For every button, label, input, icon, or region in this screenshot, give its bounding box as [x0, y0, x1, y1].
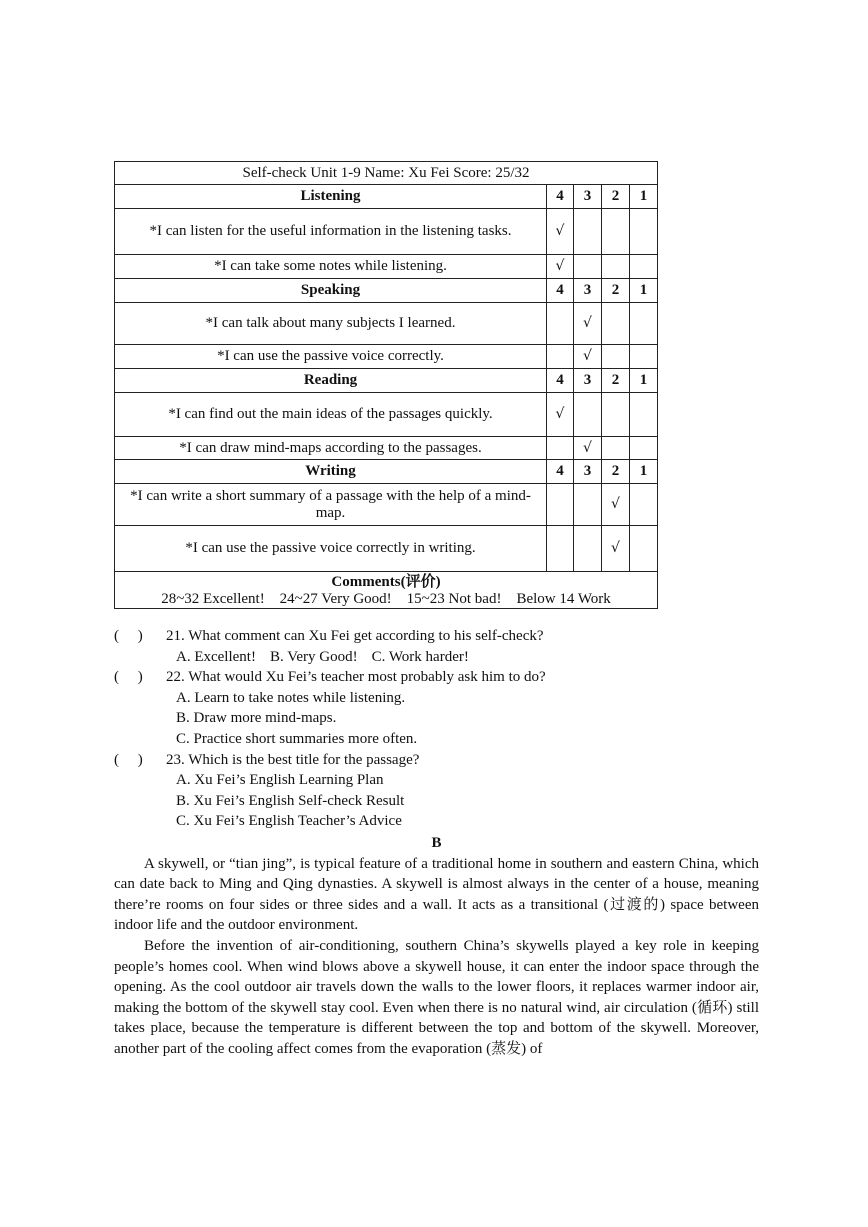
item-statement: *I can write a short summary of a passage with the help of a mind-map.	[115, 484, 547, 526]
empty-cell	[602, 255, 630, 279]
empty-cell	[547, 437, 574, 460]
empty-cell	[547, 526, 574, 572]
question-stem-line	[114, 626, 764, 647]
question-stem-line	[114, 667, 764, 688]
check-mark: √	[547, 393, 574, 437]
score-label: 2	[602, 460, 630, 484]
check-mark: √	[574, 303, 602, 345]
section-title: Writing	[115, 460, 547, 484]
empty-cell	[630, 484, 658, 526]
item-statement: *I can take some notes while listening.	[115, 255, 547, 279]
empty-cell	[630, 255, 658, 279]
empty-cell	[574, 255, 602, 279]
answer-option: C. Xu Fei’s English Teacher’s Advice	[176, 813, 402, 830]
reading-section-b	[114, 833, 759, 1060]
empty-cell	[574, 484, 602, 526]
empty-cell	[630, 209, 658, 255]
score-label: 1	[630, 369, 658, 393]
question-stem-line	[114, 750, 764, 771]
answer-option: C. Practice short summaries more often.	[176, 730, 418, 747]
empty-cell	[547, 345, 574, 369]
paragraph: A skywell, or “tian jing”, is typical feature of a traditional home in southern and eastern China, which can date back to Ming and Qing dynasties. A skywell is almost always in the center of a house, meaning there’re rooms on four sides or three sides and a wall. It acts as a transitional (过渡的) space between indoor life and the outdoor environment.	[114, 855, 759, 934]
score-label: 4	[547, 185, 574, 209]
empty-cell	[602, 209, 630, 255]
answer-option: C. Work harder!	[371, 648, 469, 665]
section-heading: B	[431, 835, 442, 851]
empty-cell	[630, 437, 658, 460]
section-header-row	[115, 185, 658, 209]
score-label: 3	[574, 369, 602, 393]
empty-cell	[574, 393, 602, 437]
check-mark: √	[547, 209, 574, 255]
section-header-row	[115, 279, 658, 303]
check-mark: √	[602, 526, 630, 572]
section-header-row	[115, 460, 658, 484]
options-line	[114, 647, 764, 668]
empty-cell	[574, 209, 602, 255]
question-stem: 21. What comment can Xu Fei get according to his self-check?	[166, 628, 544, 644]
score-label: 2	[602, 369, 630, 393]
answer-option: A. Xu Fei’s English Learning Plan	[176, 772, 384, 789]
answer-option: B. Xu Fei’s English Self-check Result	[176, 792, 405, 809]
score-label: 3	[574, 185, 602, 209]
question-stem: 22. What would Xu Fei’s teacher most probably ask him to do?	[166, 669, 546, 686]
empty-cell	[574, 526, 602, 572]
self-check-item-row	[115, 209, 658, 255]
questions-block	[114, 626, 764, 832]
self-check-header: Self-check Unit 1-9 Name: Xu Fei Score: 25/32	[115, 162, 658, 185]
empty-cell	[630, 345, 658, 369]
item-statement: *I can use the passive voice correctly in writing.	[115, 526, 547, 572]
section-title: Reading	[115, 369, 547, 393]
empty-cell	[602, 303, 630, 345]
score-label: 4	[547, 279, 574, 303]
empty-cell	[547, 484, 574, 526]
empty-cell	[602, 393, 630, 437]
self-check-item-row	[115, 393, 658, 437]
paragraph: Before the invention of air-conditioning, southern China’s skywells played a key role in keeping people’s homes cool. When wind blows above a skywell house, it can enter the indoor space through the opening. As the cool outdoor air travels down the walls to the lower floors, it replaces warmer indoor air, making the bottom of the skywell stay cool. Even when there is no natural wind, air circulation (循环) still takes place, because the temperature is different between the top and bottom of the skywell. Moreover, another part of the cooling affect comes from the evaporation (蒸发) of	[114, 937, 759, 1057]
section-title: Listening	[115, 185, 547, 209]
score-label: 4	[547, 369, 574, 393]
score-label: 1	[630, 185, 658, 209]
item-statement: *I can find out the main ideas of the passages quickly.	[115, 393, 547, 437]
item-statement: *I can talk about many subjects I learned.	[115, 303, 547, 345]
empty-cell	[630, 303, 658, 345]
self-check-item-row	[115, 303, 658, 345]
self-check-item-row	[115, 345, 658, 369]
score-label: 4	[547, 460, 574, 484]
self-check-item-row	[115, 526, 658, 572]
answer-option: B. Very Good!	[269, 648, 358, 665]
self-check-item-row	[115, 255, 658, 279]
check-mark: √	[574, 345, 602, 369]
check-mark: √	[574, 437, 602, 460]
self-check-item-row	[115, 437, 658, 460]
comments-title: Comments(评价)	[331, 574, 441, 590]
empty-cell	[547, 303, 574, 345]
empty-cell	[602, 345, 630, 369]
item-statement: *I can draw mind-maps according to the passages.	[115, 437, 547, 460]
score-label: 3	[574, 279, 602, 303]
answer-option: B. Draw more mind-maps.	[176, 710, 337, 727]
score-label: 2	[602, 185, 630, 209]
answer-blank[interactable]: ( )	[114, 669, 143, 686]
section-title: Speaking	[115, 279, 547, 303]
answer-option: A. Learn to take notes while listening.	[176, 689, 406, 706]
score-label: 1	[630, 279, 658, 303]
comments-scale: 28~32 Excellent! 24~27 Very Good! 15~23 Not bad! Below 14 Work	[161, 591, 611, 607]
empty-cell	[630, 526, 658, 572]
empty-cell	[602, 437, 630, 460]
answer-option: A. Excellent!	[176, 648, 256, 665]
score-label: 1	[630, 460, 658, 484]
check-mark: √	[602, 484, 630, 526]
empty-cell	[630, 393, 658, 437]
self-check-table	[114, 161, 658, 609]
item-statement: *I can listen for the useful information in the listening tasks.	[115, 209, 547, 255]
comments-row	[115, 572, 658, 609]
check-mark: √	[547, 255, 574, 279]
answer-blank[interactable]: ( )	[114, 628, 143, 644]
answer-blank[interactable]: ( )	[114, 751, 143, 768]
section-header-row	[115, 369, 658, 393]
self-check-item-row	[115, 484, 658, 526]
score-label: 2	[602, 279, 630, 303]
score-label: 3	[574, 460, 602, 484]
question-stem: 23. Which is the best title for the passage?	[166, 751, 420, 768]
item-statement: *I can use the passive voice correctly.	[115, 345, 547, 369]
